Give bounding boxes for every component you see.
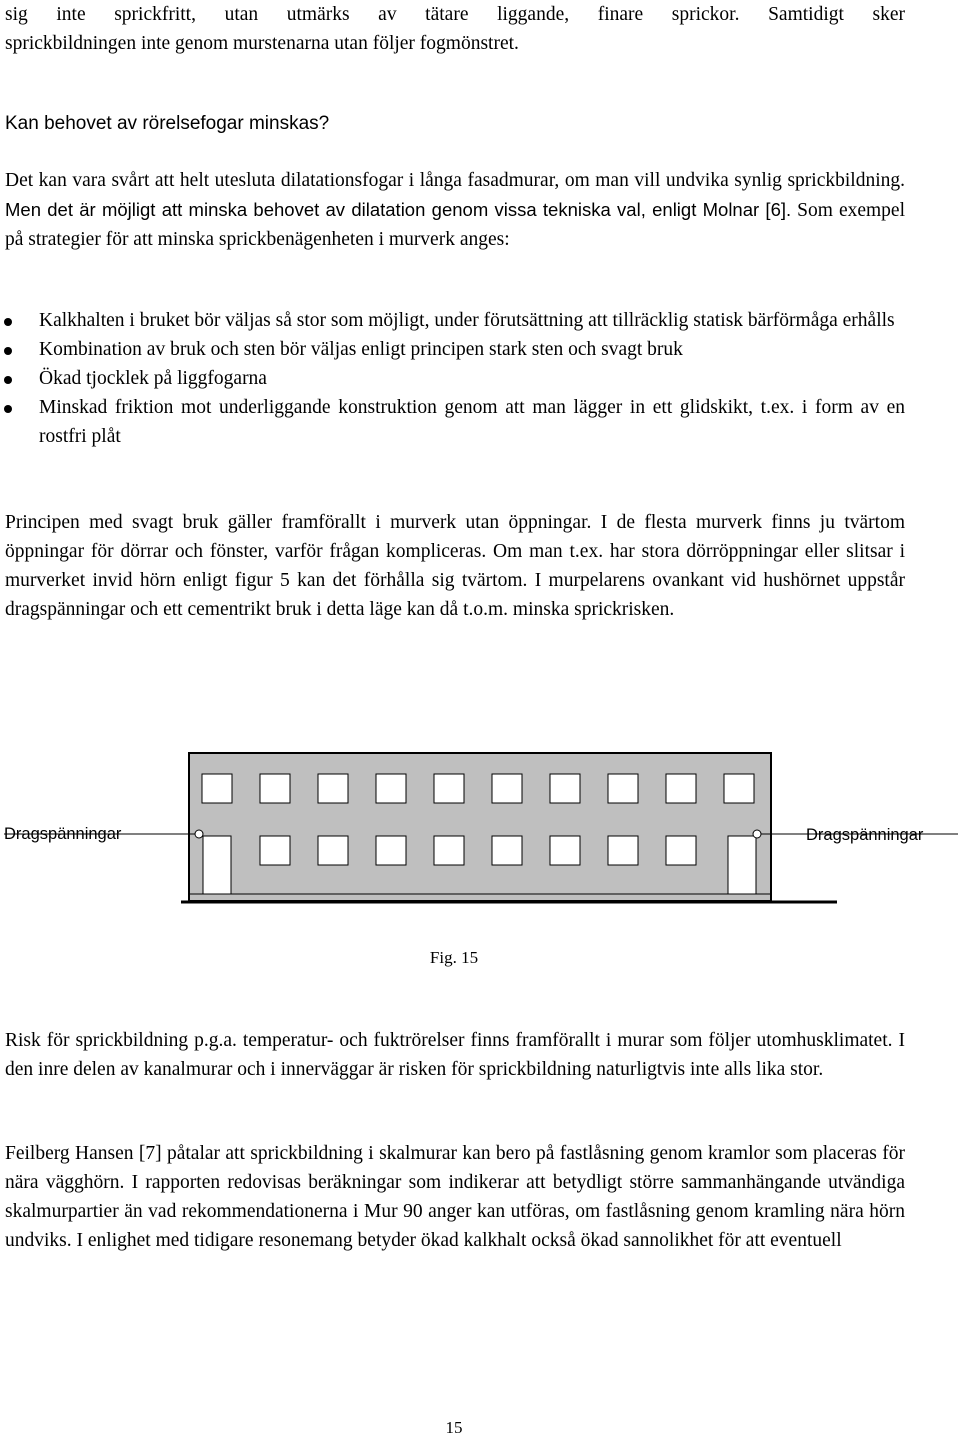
window	[724, 774, 754, 803]
window	[318, 836, 348, 865]
window	[608, 836, 638, 865]
section-heading: Kan behovet av rörelsefogar minskas?	[5, 113, 330, 134]
window	[666, 774, 696, 803]
tension-point-right-icon	[753, 830, 761, 838]
paragraph-weak-mortar: Principen med svagt bruk gäller framförallt i murverk utan öppningar. I de flesta murverk finns ju tvärtom öppningar för dörrar och fönster, varför frågan kompliceras. Om man t.ex. har stora dörröppningar eller slitsar i murverket invid hörn enligt figur 5 kan det förhålla sig tvärtom. I murpelarens ovankant vid hushörnet uppstår dragspänningar och ett cementrikt bruk i detta läge kan då t.o.m. minska sprickrisken.	[5, 512, 905, 620]
window	[260, 836, 290, 865]
window	[550, 836, 580, 865]
list-item-text: Ökad tjocklek på liggfogarna	[39, 368, 267, 389]
window	[608, 774, 638, 803]
tension-label-left: Dragspänningar	[4, 825, 122, 843]
list-item	[0, 393, 905, 451]
door-opening-right	[728, 836, 756, 894]
paragraph-dilatation-part-a: Det kan vara svårt att helt utesluta dilatationsfogar i långa fasadmurar, om man vill undvika synlig sprickbildning.	[5, 170, 905, 191]
list-item	[0, 335, 905, 364]
intro-line-2: sprickbildningen inte genom murstenarna utan följer fogmönstret.	[5, 33, 519, 54]
window	[550, 774, 580, 803]
list-item-text: Kombination av bruk och sten bör väljas enligt principen stark sten och svagt bruk	[39, 339, 683, 360]
door-opening-left	[203, 836, 231, 894]
bullet-icon	[4, 376, 12, 384]
tension-label-right: Dragspänningar	[806, 826, 924, 844]
facade-figure	[0, 745, 960, 915]
paragraph-dilatation	[5, 166, 905, 254]
paragraph-dilatation-part-c: Som exempel på strategier för att minska sprickbenägenheten i murverk anges:	[5, 200, 905, 250]
bullet-icon	[4, 347, 12, 355]
window	[434, 836, 464, 865]
paragraph-climate: Risk för sprickbildning p.g.a. temperatur- och fuktrörelser finns framförallt i murar som följer utomhusklimatet. I den inre delen av kanalmurar och i innerväggar är risken för sprickbildning naturligtvis inte alls lika stor.	[5, 1030, 905, 1080]
window	[492, 774, 522, 803]
paragraph-dilatation-part-b: Men det är möjligt att minska behovet av dilatation genom vissa tekniska val, enligt Molnar [6].	[5, 199, 792, 220]
list-item	[0, 364, 905, 393]
list-item	[0, 306, 905, 335]
bullet-icon	[4, 405, 12, 413]
tension-point-left-icon	[195, 830, 203, 838]
strategy-list	[0, 306, 905, 451]
list-item-text: Minskad friktion mot underliggande konstruktion genom att man lägger in ett glidskikt, t.ex. i form av en rostfri plåt	[39, 397, 905, 447]
paragraph-feilberg: Feilberg Hansen [7] påtalar att sprickbildning i skalmurar kan bero på fastlåsning genom kramlor som placeras för nära vägghörn. I rapporten redovisas beräkningar som indikerar att betydligt större sammanhängande utvändiga skalmurpartier än vad rekommendationerna i Mur 90 anger kan utföras, om fastlåsning genom kramling nära hörn undviks. I enlighet med tidigare resonemang betyder ökad kalkhalt också ökad sannolikhet för att eventuell	[5, 1143, 905, 1251]
window	[376, 774, 406, 803]
list-item-text: Kalkhalten i bruket bör väljas så stor som möjligt, under förutsättning att tillräcklig statisk bärförmåga erhålls	[39, 310, 895, 331]
intro-paragraph	[5, 0, 905, 58]
window	[260, 774, 290, 803]
intro-line-1: sig inte sprickfritt, utan utmärks av tätare liggande, finare sprickor. Samtidigt sker	[5, 4, 905, 25]
window	[492, 836, 522, 865]
window	[376, 836, 406, 865]
window	[666, 836, 696, 865]
figure-caption: Fig. 15	[429, 948, 479, 967]
window	[434, 774, 464, 803]
window	[318, 774, 348, 803]
page-number: 15	[445, 1418, 463, 1437]
bullet-icon	[4, 318, 12, 326]
window	[202, 774, 232, 803]
